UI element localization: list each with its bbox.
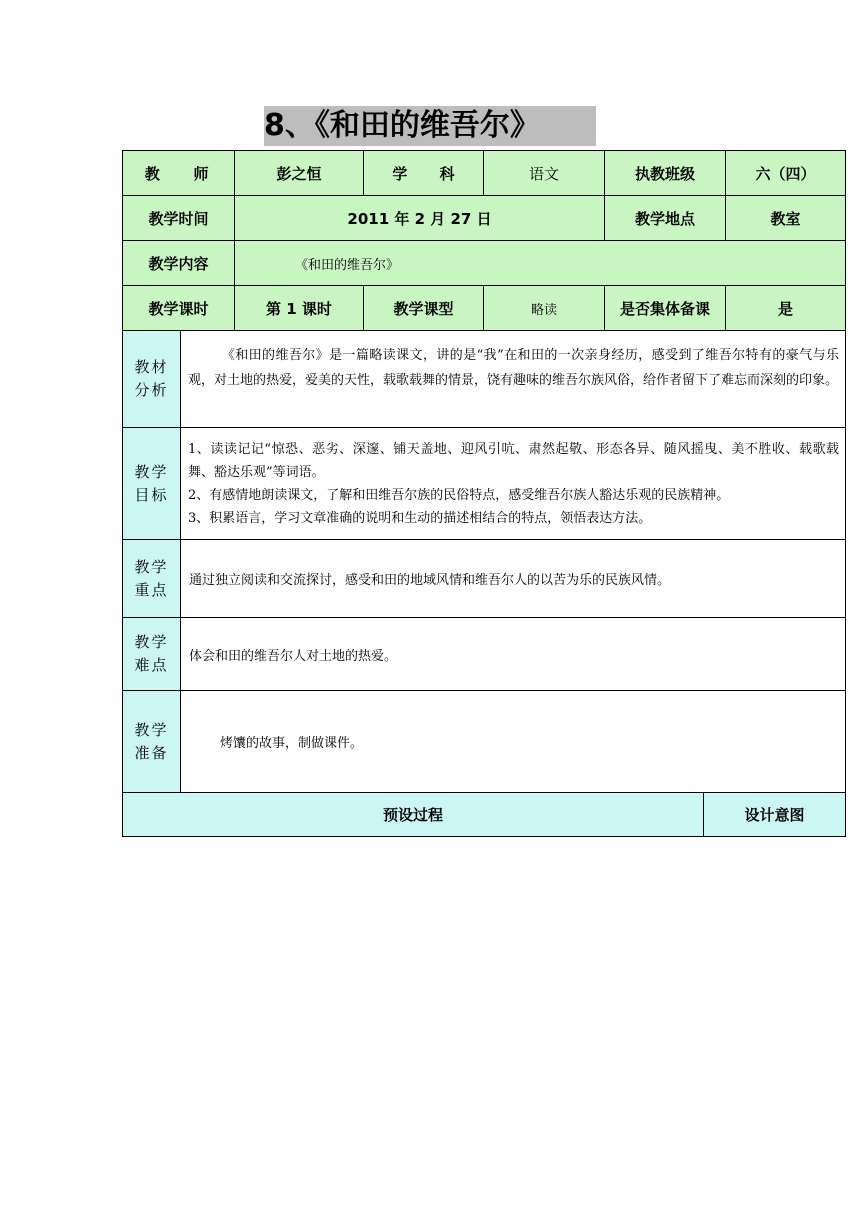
goals-text (180, 427, 846, 540)
key-text: 通过独立阅读和交流探讨，感受和田的地域风情和维吾尔人的以苦为乐的民族风情。 (180, 539, 846, 618)
class-label: 执教班级 (604, 150, 726, 196)
prep-text: 烤馕的故事，制做课件。 (180, 690, 846, 793)
time-label: 教学时间 (122, 195, 235, 241)
subject-value: 语文 (483, 150, 605, 196)
document-title: 8、《和田的维吾尔》 (264, 106, 596, 146)
intent-header: 设计意图 (703, 792, 846, 837)
collective-label: 是否集体备课 (604, 285, 726, 331)
analysis-text: 《和田的维吾尔》是一篇略读课文，讲的是“我”在和田的一次亲身经历，感受到了维吾尔特有的豪气与乐观，对土地的热爱，爱美的天性，载歌载舞的情景，饶有趣味的维吾尔族风俗，给作者留下了难忘而深刻的印象。 (180, 330, 846, 428)
content-label: 教学内容 (122, 240, 235, 286)
type-label: 教学课型 (363, 285, 484, 331)
difficulty-label: 教学 难点 (122, 617, 181, 691)
difficulty-text: 体会和田的维吾尔人对土地的热爱。 (180, 617, 846, 691)
goal-item-2: 2、有感情地朗读课文，了解和田维吾尔族的民俗特点，感受维吾尔族人豁达乐观的民族精神。 (188, 488, 730, 503)
goal-item-1: 1、读读记记“惊恐、恶劣、深邃、铺天盖地、迎风引吭、肃然起敬、形态各异、随风摇曳、美不胜收、载歌载舞、豁达乐观”等词语。 (188, 442, 839, 480)
place-value: 教室 (725, 195, 846, 241)
prep-label: 教学 准备 (122, 690, 181, 793)
teacher-label: 教 师 (122, 150, 235, 196)
collective-value: 是 (725, 285, 846, 331)
process-header: 预设过程 (122, 792, 704, 837)
key-label: 教学 重点 (122, 539, 181, 618)
content-value: 《和田的维吾尔》 (234, 240, 846, 286)
type-value: 略读 (483, 285, 605, 331)
period-value: 第 1 课时 (234, 285, 364, 331)
goals-label: 教学 目标 (122, 427, 181, 540)
place-label: 教学地点 (604, 195, 726, 241)
class-value: 六（四） (725, 150, 846, 196)
time-value: 2011 年 2 月 27 日 (234, 195, 605, 241)
analysis-label: 教材 分析 (122, 330, 181, 428)
subject-label: 学 科 (363, 150, 484, 196)
goal-item-3: 3、积累语言，学习文章准确的说明和生动的描述相结合的特点，领悟表达方法。 (188, 511, 652, 526)
period-label: 教学课时 (122, 285, 235, 331)
teacher-value: 彭之恒 (234, 150, 364, 196)
